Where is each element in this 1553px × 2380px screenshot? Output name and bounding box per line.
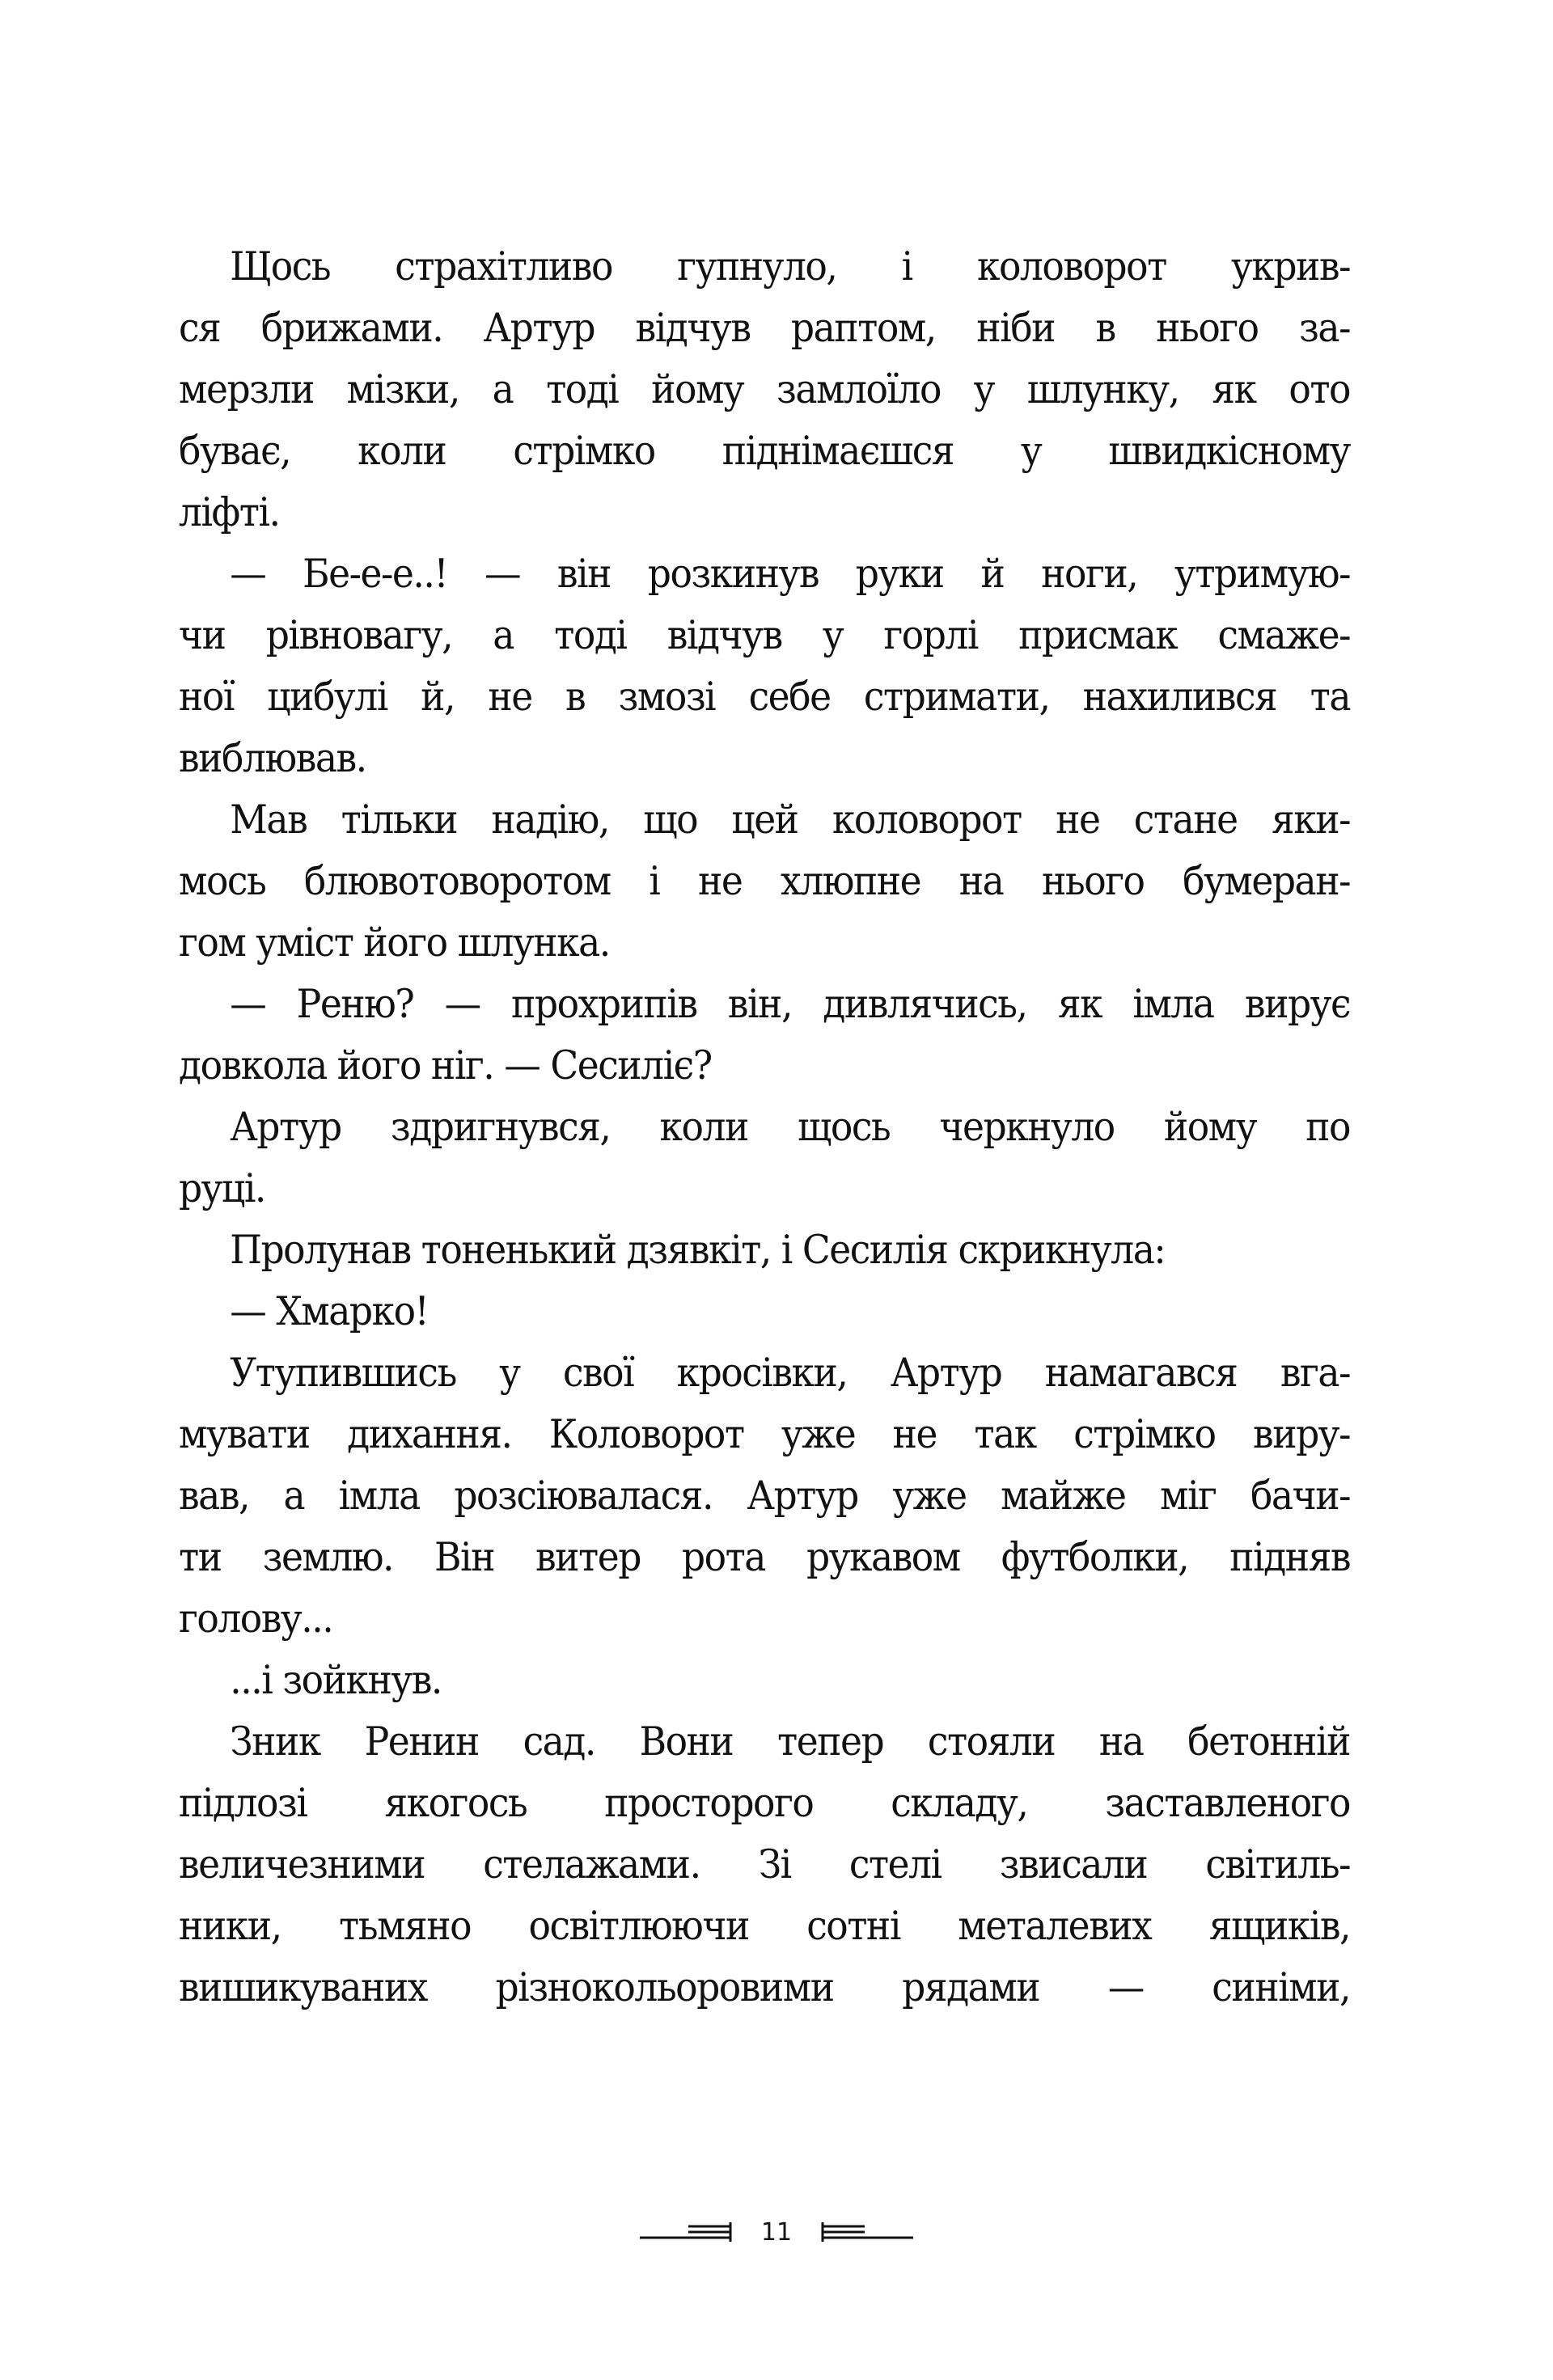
text-line: — Бе-е-е..! — він розкинув руки й ноги, утримую- — [230, 551, 1351, 597]
text-line: ся брижами. Артур відчув раптом, ніби в нього за- — [179, 305, 1351, 351]
text-line: вав, а імла розсіювалася. Артур уже майже міг бачи- — [179, 1473, 1351, 1519]
paragraph — [179, 974, 1350, 1097]
book-page-text — [179, 236, 1350, 2019]
paragraph — [179, 1711, 1350, 2019]
text-line: ники, тьмяно освітлюючи сотні металевих ящиків, — [179, 1903, 1351, 1949]
text-line: Зник Ренин сад. Вони тепер стояли на бетонній — [230, 1718, 1351, 1765]
paragraph — [179, 789, 1350, 974]
text-line: довкола його ніг. — Сесиліє? — [179, 1042, 712, 1089]
paragraph — [179, 1650, 1350, 1711]
text-line: Щось страхітливо гупнуло, і коловорот укрив- — [230, 243, 1351, 290]
text-line: вишикуваних різнокольоровими рядами — синіми, — [179, 1964, 1351, 2010]
text-line: мерзли мізки, а тоді йому замлоїло у шлунку, як ото — [179, 366, 1351, 412]
text-line: величезними стелажами. Зі стелі звисали світиль- — [179, 1841, 1351, 1888]
text-line: — Хмарко! — [230, 1288, 429, 1334]
paragraph — [179, 1342, 1350, 1650]
left-ornament-icon — [640, 2216, 745, 2248]
text-line: чи рівновагу, а тоді відчув у горлі присмак смаже- — [179, 612, 1351, 658]
text-line: Пролунав тоненький дзявкіт, і Сесилія скрикнула: — [230, 1227, 1166, 1273]
text-line: ...і зойкнув. — [230, 1657, 442, 1703]
text-line: Артур здригнувся, коли щось черкнуло йому по — [230, 1104, 1351, 1150]
paragraph — [179, 236, 1350, 543]
text-line: мось блювотоворотом і не хлюпне на нього бумеран- — [179, 858, 1351, 904]
text-line: виблював. — [179, 735, 366, 781]
page-number: 11 — [760, 2217, 793, 2247]
text-line: голову... — [179, 1596, 333, 1642]
text-line: ної цибулі й, не в змозі себе стримати, нахилився та — [179, 674, 1351, 720]
text-line: підлозі якогось просторого складу, заставленого — [179, 1780, 1351, 1826]
text-line: Утупившись у свої кросівки, Артур намагався вга- — [230, 1350, 1351, 1396]
paragraph — [179, 1220, 1350, 1281]
text-line: мувати дихання. Коловорот уже не так стрімко виру- — [179, 1411, 1351, 1457]
paragraph — [179, 1281, 1350, 1342]
text-line: руці. — [179, 1165, 265, 1211]
text-line: ти землю. Він витер рота рукавом футболки, підняв — [179, 1534, 1351, 1580]
text-line: ліфті. — [179, 489, 280, 535]
text-line: гом уміст його шлунка. — [179, 919, 610, 966]
right-ornament-icon — [808, 2216, 913, 2248]
paragraph — [179, 1097, 1350, 1220]
text-line: Мав тільки надію, що цей коловорот не стане яки- — [230, 797, 1351, 843]
text-line: буває, коли стрімко піднімаєшся у швидкісному — [179, 428, 1351, 474]
page-footer — [0, 2208, 1553, 2256]
text-line: — Реню? — прохрипів він, дивлячись, як імла вирує — [230, 981, 1351, 1027]
paragraph — [179, 543, 1350, 789]
